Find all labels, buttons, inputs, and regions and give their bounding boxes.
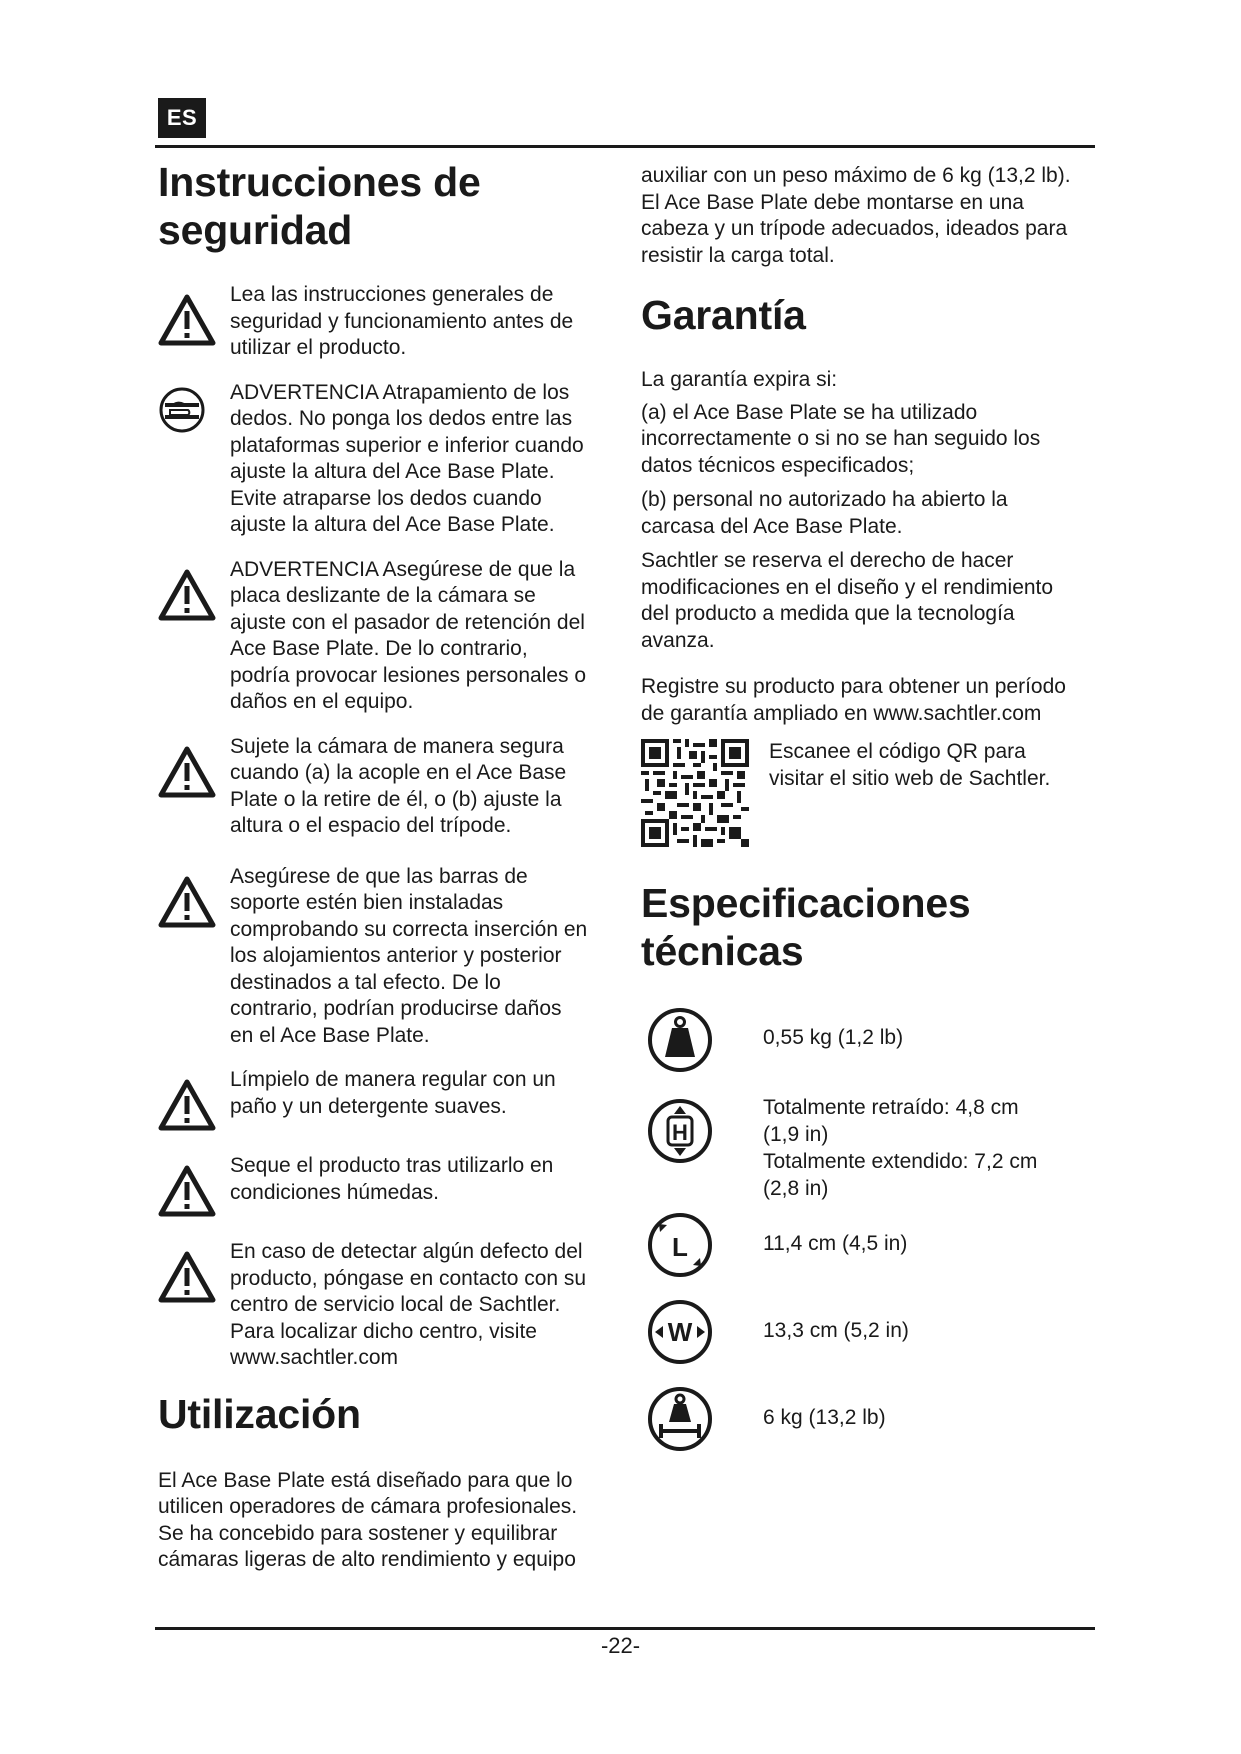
safety-item-line: www.sachtler.com [230, 1346, 399, 1369]
warranty-line: incorrectamente o si no se han seguido los [641, 427, 1041, 450]
safety-item [158, 282, 608, 362]
usage-line: El Ace Base Plate debe montarse en una [641, 190, 1024, 214]
warranty-line: modificaciones en el diseño y el rendimiento [641, 575, 1054, 599]
spec-row-payload [641, 1386, 1096, 1457]
safety-item-line: Evite atraparse los dedos cuando [230, 486, 542, 510]
svg-text:W: W [667, 1317, 693, 1347]
safety-item-line: placa deslizante de la cámara se [230, 584, 536, 607]
warranty-line: del producto a medida que la tecnología [641, 602, 1015, 625]
safety-item [158, 1067, 608, 1131]
language-badge: ES [158, 98, 206, 138]
safety-item-line: en el Ace Base Plate. [230, 1023, 430, 1047]
safety-item-line: utilizar el producto. [230, 336, 407, 359]
qr-code[interactable] [641, 739, 749, 847]
safety-item-line: Sujete la cámara de manera segura [230, 734, 564, 758]
safety-item [158, 380, 608, 539]
safety-item-line: producto, póngase en contacto con su [230, 1266, 587, 1290]
footer-rule [155, 1627, 1095, 1630]
width-icon [641, 1299, 763, 1370]
safety-item-line: Seque el producto tras utilizarlo en [230, 1154, 554, 1177]
length-icon [641, 1212, 763, 1283]
qr-caption-line: visitar el sitio web de Sachtler. [769, 766, 1051, 790]
warranty-title: Garantía [641, 292, 806, 338]
usage-line: resistir la carga total. [641, 243, 835, 267]
warranty-line: Sachtler se reserva el derecho de hacer [641, 549, 1014, 572]
warning-icon [158, 734, 230, 798]
payload-icon [641, 1386, 763, 1457]
spec-row-length [641, 1212, 1096, 1283]
spec-value: Totalmente retraído: 4,8 cm [763, 1096, 1019, 1119]
warning-icon [158, 1153, 230, 1217]
finger-pinch-icon [158, 380, 230, 434]
usage-line: auxiliar con un peso máximo de 6 kg (13,2 lb). [641, 164, 1071, 187]
usage-line: cámaras ligeras de alto rendimiento y equipo [158, 1548, 576, 1571]
svg-text:L: L [672, 1232, 688, 1262]
spec-value: 11,4 cm (4,5 in) [763, 1232, 908, 1255]
safety-item-line: Para localizar dicho centro, visite [230, 1319, 537, 1343]
warranty-line: carcasa del Ace Base Plate. [641, 514, 903, 538]
safety-item-line: Ace Base Plate. De lo contrario, [230, 637, 528, 660]
usage-line: utilicen operadores de cámara profesionales. [158, 1495, 578, 1518]
safety-item-line: soporte estén bien instaladas [230, 891, 504, 914]
warranty-line: (a) el Ace Base Plate se ha utilizado [641, 400, 978, 424]
spec-row-height [641, 1094, 1096, 1202]
safety-item [158, 557, 608, 716]
safety-item-line: dedos. No ponga los dedos entre las [230, 407, 573, 430]
warranty-line: avanza. [641, 628, 715, 652]
safety-item-line: los alojamientos anterior y posterior [230, 944, 562, 967]
safety-item [158, 734, 608, 840]
safety-item-line: Límpielo de manera regular con un [230, 1068, 556, 1091]
warranty-reserve [641, 548, 1096, 654]
usage-line: El Ace Base Plate está diseñado para que lo [158, 1468, 573, 1492]
safety-item [158, 1239, 608, 1372]
warning-icon [158, 557, 230, 621]
warning-icon [158, 1067, 230, 1131]
safety-item-line: podría provocar lesiones personales o [230, 663, 587, 687]
warranty-line: Registre su producto para obtener un período [641, 675, 1066, 698]
page-number: -22- [600, 1633, 641, 1658]
spec-value: 6 kg (13,2 lb) [763, 1406, 886, 1429]
spec-value: 0,55 kg (1,2 lb) [763, 1026, 904, 1049]
usage-title: Utilización [158, 1390, 361, 1437]
safety-item-line: plataformas superior e inferior cuando [230, 433, 584, 457]
warranty-condition-a [641, 400, 1096, 480]
warranty-line: (b) personal no autorizado ha abierto la [641, 488, 1008, 511]
qr-caption [769, 739, 1050, 792]
spec-value: (1,9 in) [763, 1123, 829, 1146]
specs-title-line: técnicas [641, 928, 804, 974]
qr-block [641, 739, 1096, 847]
safety-item-line: centro de servicio local de Sachtler. [230, 1293, 561, 1316]
warning-icon [158, 864, 230, 928]
safety-item-line: comprobando su correcta inserción en [230, 917, 588, 941]
left-column [158, 150, 608, 1574]
safety-item-line: daños en el equipo. [230, 690, 414, 713]
safety-item-line: ADVERTENCIA Atrapamiento de los [230, 380, 570, 404]
warranty-register [641, 674, 1096, 727]
spec-value: Totalmente extendido: 7,2 cm [763, 1150, 1038, 1173]
weight-icon [641, 1007, 763, 1078]
safety-item-line: altura o el espacio del trípode. [230, 814, 512, 837]
safety-item [158, 1153, 608, 1217]
safety-item-line: condiciones húmedas. [230, 1180, 439, 1204]
safety-item [158, 864, 608, 1050]
usage-text [158, 1468, 608, 1574]
safety-item-line: contrario, podrían producirse daños [230, 997, 562, 1020]
safety-item-line: ajuste la altura del Ace Base Plate. [230, 460, 555, 483]
safety-item-line: ADVERTENCIA Asegúrese de que la [230, 557, 576, 581]
warranty-condition-b [641, 487, 1096, 540]
specs-title [641, 879, 1096, 975]
safety-title [158, 158, 608, 254]
safety-item-line: En caso de detectar algún defecto del [230, 1240, 583, 1263]
safety-item-line: Lea las instrucciones generales de [230, 283, 554, 306]
safety-item-line: cuando (a) la acople en el Ace Base [230, 761, 567, 784]
header-rule [155, 145, 1095, 148]
warranty-line: de garantía ampliado en www.sachtler.com [641, 701, 1042, 725]
right-column [641, 150, 1096, 1457]
height-icon [641, 1094, 763, 1169]
usage-continuation [641, 163, 1096, 269]
warranty-line: datos técnicos especificados; [641, 453, 915, 477]
safety-item-line: paño y un detergente suaves. [230, 1094, 507, 1118]
safety-item-line: ajuste la altura del Ace Base Plate. [230, 513, 555, 536]
usage-line: Se ha concebido para sostener y equilibrar [158, 1521, 558, 1545]
safety-item-line: seguridad y funcionamiento antes de [230, 309, 574, 333]
spec-value: (2,8 in) [763, 1177, 829, 1200]
safety-item-line: destinados a tal efecto. De lo [230, 970, 501, 994]
warning-icon [158, 1239, 230, 1303]
safety-item-line: Asegúrese de que las barras de [230, 864, 528, 888]
qr-caption-line: Escanee el código QR para [769, 740, 1026, 763]
usage-line: cabeza y un trípode adecuados, ideados para [641, 217, 1068, 240]
safety-title-line: seguridad [158, 207, 353, 253]
safety-item-line: Plate o la retire de él, o (b) ajuste la [230, 787, 562, 811]
spec-row-width [641, 1299, 1096, 1370]
svg-text:H: H [672, 1120, 688, 1145]
spec-row-weight [641, 1007, 1096, 1078]
spec-value: 13,3 cm (5,2 in) [763, 1319, 909, 1342]
safety-title-line: Instrucciones de [158, 159, 481, 205]
warranty-intro: La garantía expira si: [641, 368, 838, 391]
warning-icon [158, 282, 230, 346]
safety-item-line: ajuste con el pasador de retención del [230, 610, 585, 634]
specs-title-line: Especificaciones [641, 880, 971, 926]
